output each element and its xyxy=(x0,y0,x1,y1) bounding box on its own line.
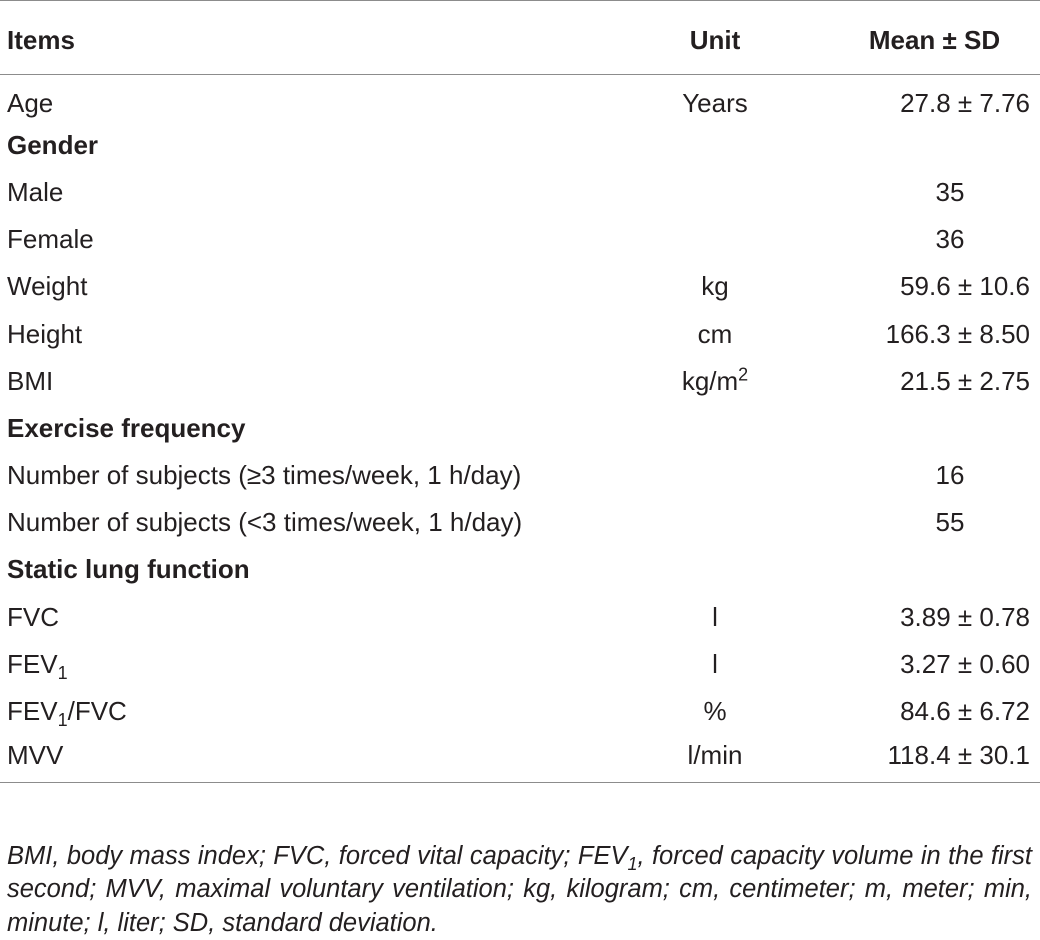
row-unit-height: cm xyxy=(640,310,790,357)
row-item-age: Age xyxy=(0,75,640,122)
row-unit-subjects-infrequent xyxy=(640,499,790,546)
table-row xyxy=(0,169,1040,216)
row-mean-gender xyxy=(790,122,1040,169)
row-mean-age: 27.8 ± 7.76 xyxy=(790,75,1040,122)
row-item-subjects-infrequent: Number of subjects (<3 times/week, 1 h/day) xyxy=(0,499,640,546)
group-heading-gender: Gender xyxy=(0,122,640,169)
table-row xyxy=(0,216,1040,263)
row-mean-fev1-fvc: 84.6 ± 6.72 xyxy=(790,688,1040,735)
row-item-weight: Weight xyxy=(0,263,640,310)
row-item-fvc: FVC xyxy=(0,594,640,641)
table-row xyxy=(0,594,1040,641)
item-fev1-fvc-rest: /FVC xyxy=(68,696,127,726)
row-unit-subjects-frequent xyxy=(640,452,790,499)
row-mean-fev1: 3.27 ± 0.60 xyxy=(790,641,1040,688)
row-unit-gender xyxy=(640,122,790,169)
row-item-height: Height xyxy=(0,310,640,357)
header-row xyxy=(0,1,1040,75)
table-row xyxy=(0,263,1040,310)
row-item-subjects-frequent: Number of subjects (≥3 times/week, 1 h/day) xyxy=(0,452,640,499)
row-mean-bmi: 21.5 ± 2.75 xyxy=(790,358,1040,405)
table-row-group-heading xyxy=(0,122,1040,169)
table-row xyxy=(0,688,1040,735)
footnote-subscript: 1 xyxy=(627,854,637,874)
header-items: Items xyxy=(0,1,640,75)
item-fev1-subscript: 1 xyxy=(58,663,68,683)
row-unit-lung xyxy=(640,546,790,593)
row-unit-fvc: l xyxy=(640,594,790,641)
row-unit-female xyxy=(640,216,790,263)
row-mean-mvv: 118.4 ± 30.1 xyxy=(790,735,1040,782)
table-row xyxy=(0,310,1040,357)
row-mean-lung xyxy=(790,546,1040,593)
row-mean-weight: 59.6 ± 10.6 xyxy=(790,263,1040,310)
header-mean-sd: Mean ± SD xyxy=(790,1,1040,75)
row-item-male: Male xyxy=(0,169,640,216)
row-item-fev1-fvc xyxy=(0,688,640,735)
row-unit-bmi xyxy=(640,358,790,405)
row-mean-subjects-infrequent: 55 xyxy=(790,499,1040,546)
row-unit-fev1-fvc: % xyxy=(640,688,790,735)
unit-bmi-base: kg/m xyxy=(682,366,738,396)
unit-bmi-exponent: 2 xyxy=(738,364,748,384)
header-unit: Unit xyxy=(640,1,790,75)
table-row xyxy=(0,499,1040,546)
row-mean-height: 166.3 ± 8.50 xyxy=(790,310,1040,357)
table-row-group-heading xyxy=(0,546,1040,593)
table-footnote xyxy=(7,840,1032,940)
row-mean-fvc: 3.89 ± 0.78 xyxy=(790,594,1040,641)
group-heading-exercise-frequency: Exercise frequency xyxy=(0,405,640,452)
table-row xyxy=(0,75,1040,122)
item-fev1-fvc-subscript: 1 xyxy=(58,710,68,730)
row-unit-age: Years xyxy=(640,75,790,122)
footnote-part-1: BMI, body mass index; FVC, forced vital capacity; FEV xyxy=(7,842,627,870)
table-header xyxy=(0,1,1040,75)
row-unit-mvv: l/min xyxy=(640,735,790,782)
row-unit-exercise xyxy=(640,405,790,452)
row-unit-weight: kg xyxy=(640,263,790,310)
footnote-part-2: , forced capacity volume in the first second; MVV, maximal voluntary ventilation; kg, kilogram; cm, centimeter; m, meter; min, minute; l, liter; SD, standard deviation. xyxy=(7,842,1032,937)
table-body xyxy=(0,75,1040,783)
row-mean-female: 36 xyxy=(790,216,1040,263)
table-row xyxy=(0,735,1040,782)
row-mean-male: 35 xyxy=(790,169,1040,216)
row-item-mvv: MVV xyxy=(0,735,640,782)
row-item-bmi: BMI xyxy=(0,358,640,405)
row-mean-subjects-frequent: 16 xyxy=(790,452,1040,499)
table-row xyxy=(0,641,1040,688)
row-mean-exercise xyxy=(790,405,1040,452)
row-unit-fev1: l xyxy=(640,641,790,688)
row-item-female: Female xyxy=(0,216,640,263)
group-heading-static-lung-function: Static lung function xyxy=(0,546,640,593)
item-fev1-fvc-base: FEV xyxy=(7,696,58,726)
item-fev1-base: FEV xyxy=(7,649,58,679)
row-item-fev1 xyxy=(0,641,640,688)
table-row xyxy=(0,358,1040,405)
table-row xyxy=(0,452,1040,499)
row-unit-male xyxy=(640,169,790,216)
table-row-group-heading xyxy=(0,405,1040,452)
